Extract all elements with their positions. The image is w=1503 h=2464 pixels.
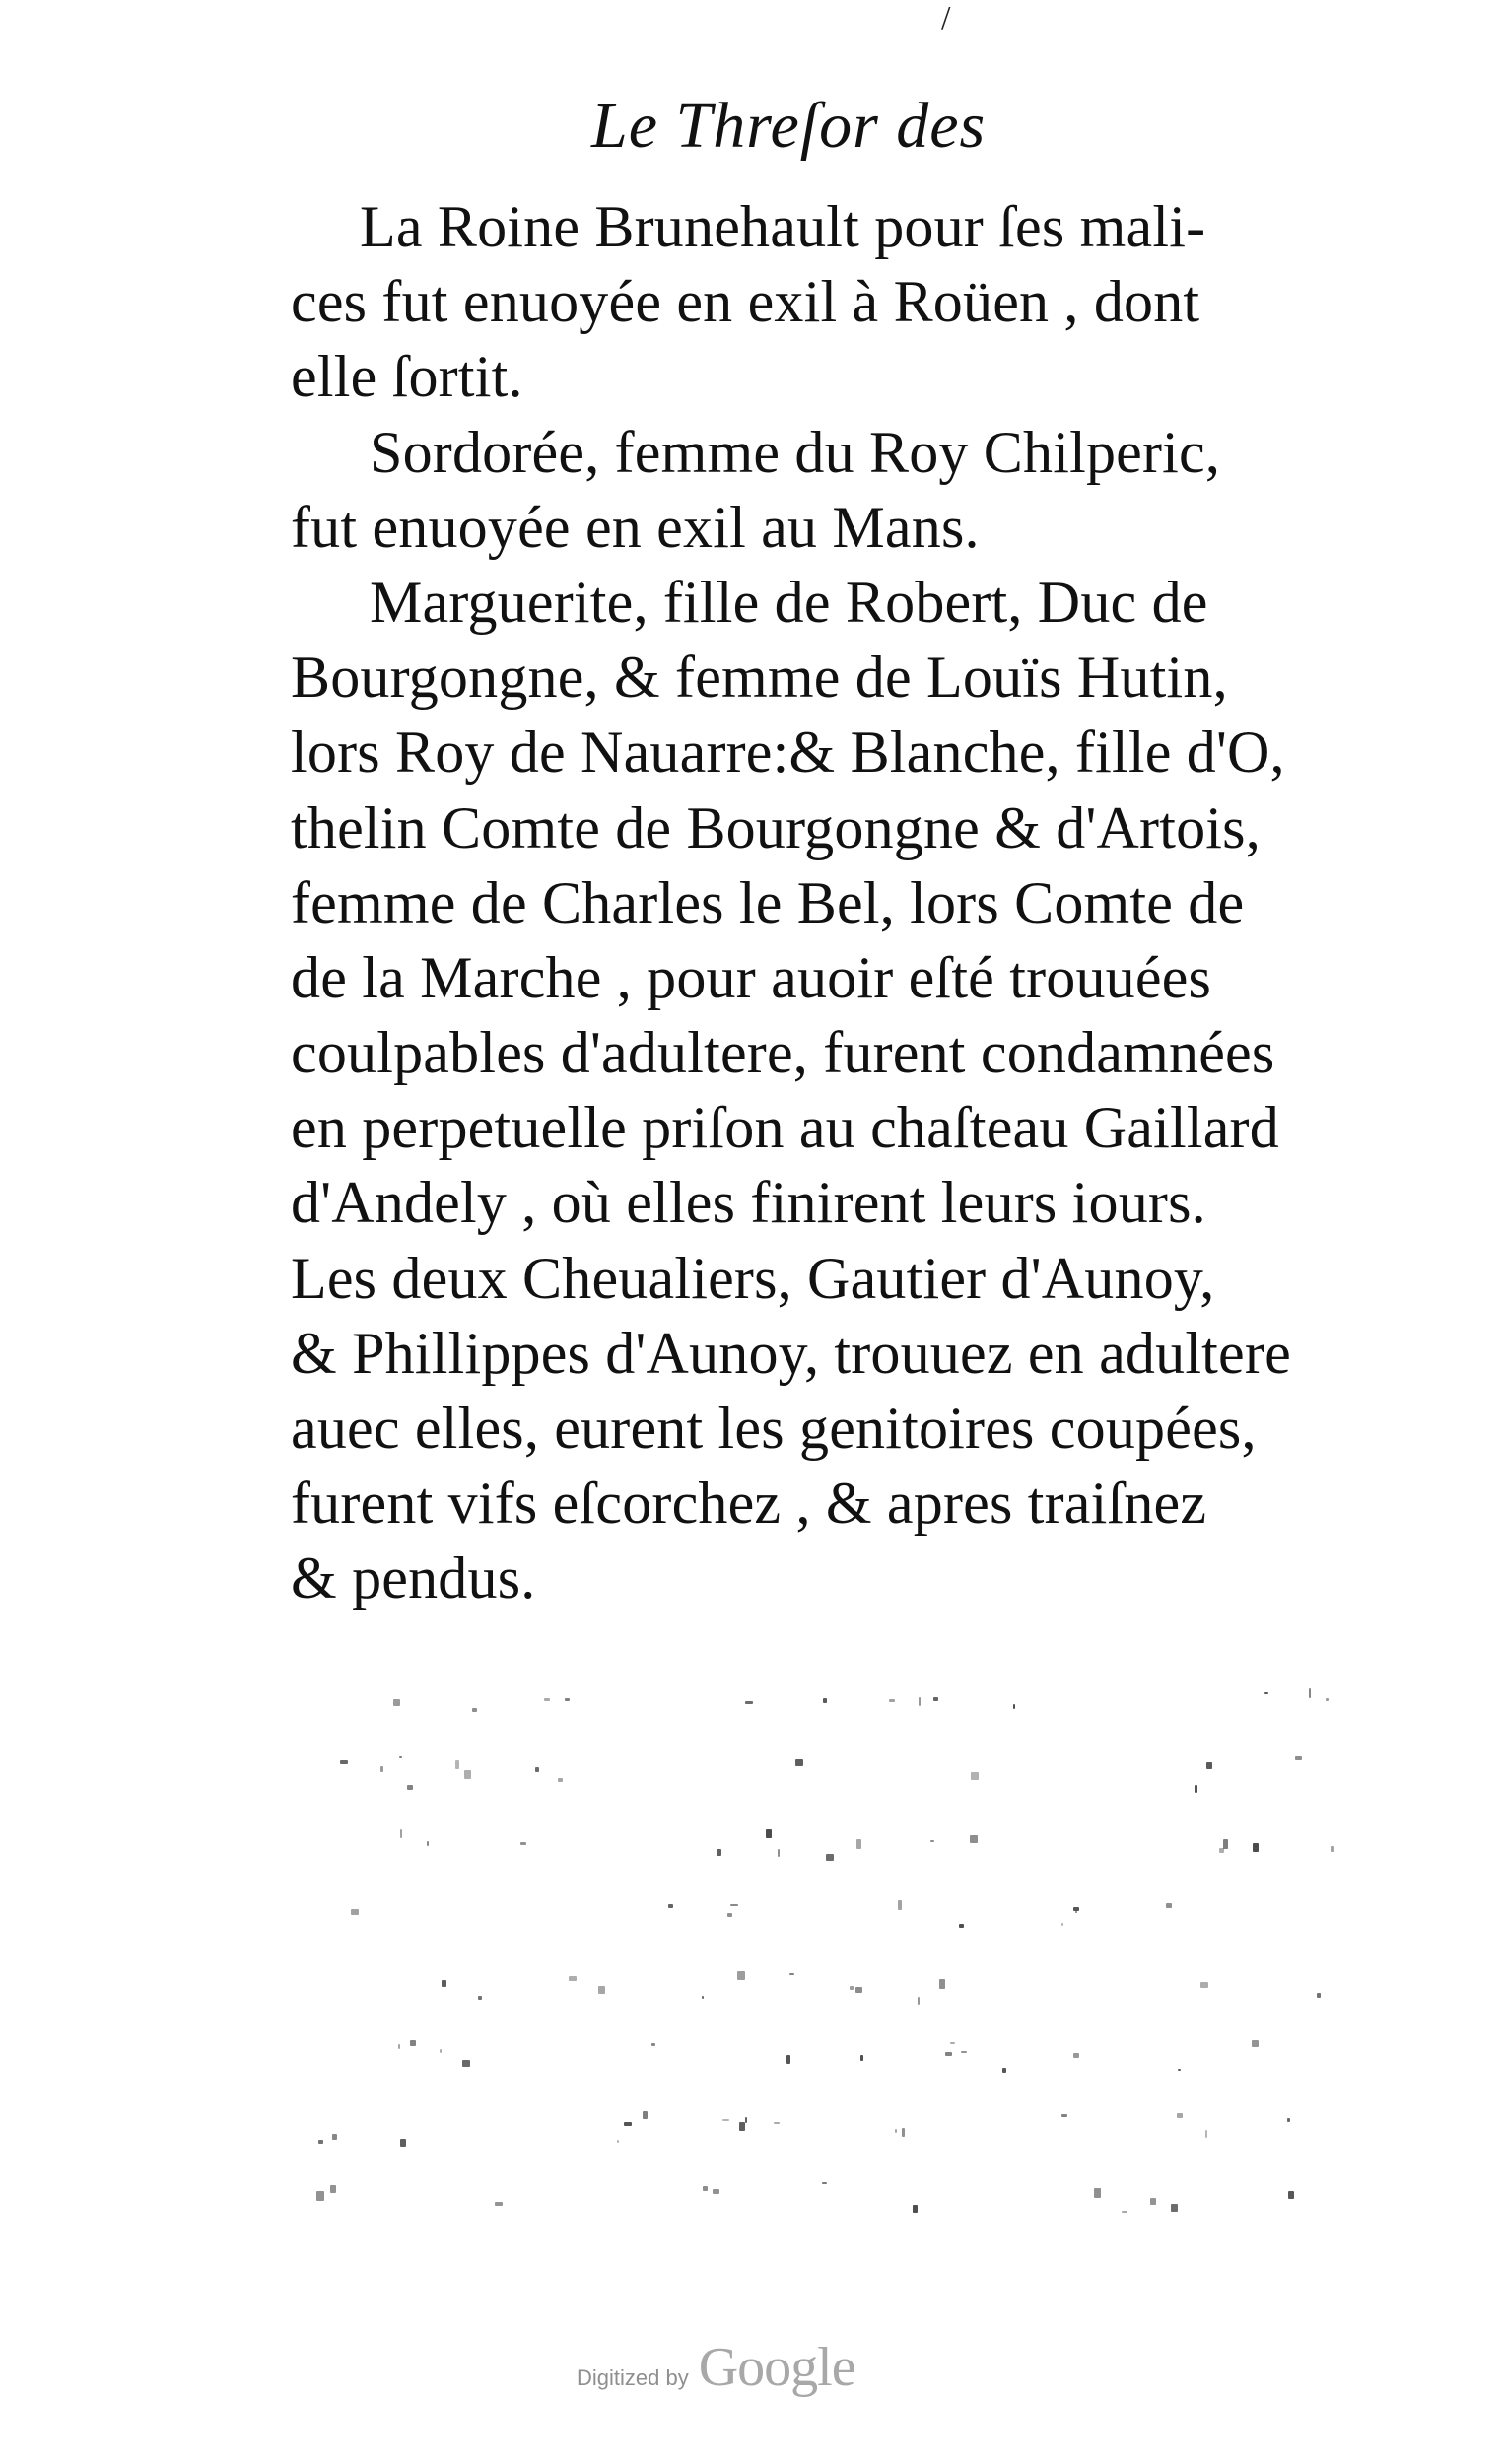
text-line: Marguerite, fille de Robert, Duc de bbox=[370, 569, 1208, 635]
scan-speck bbox=[398, 2044, 400, 2049]
scan-speck bbox=[1075, 1911, 1077, 1913]
scan-speck bbox=[1219, 1848, 1224, 1853]
scan-speck bbox=[971, 1772, 979, 1780]
text-line: auec elles, eurent les genitoires coupées, bbox=[291, 1396, 1257, 1461]
scan-speck bbox=[939, 1979, 945, 1989]
scan-speck bbox=[1326, 1698, 1329, 1701]
scan-speck bbox=[898, 1900, 902, 1910]
scan-speck bbox=[478, 1996, 482, 2000]
scan-speck bbox=[789, 1973, 794, 1975]
scan-speck bbox=[643, 2111, 648, 2119]
scan-speck bbox=[316, 2191, 324, 2201]
scan-speck bbox=[332, 2134, 337, 2140]
scan-speck bbox=[520, 1842, 526, 1845]
text-line: Les deux Cheualiers, Gautier d'Aunoy, bbox=[291, 1245, 1215, 1311]
scan-speck bbox=[745, 2117, 747, 2123]
body-text bbox=[291, 189, 1385, 1616]
scan-speck bbox=[617, 2140, 619, 2143]
scan-speck bbox=[727, 1913, 732, 1917]
scan-speck bbox=[558, 1778, 563, 1782]
scan-speck bbox=[745, 1701, 753, 1704]
scan-speck bbox=[1166, 1903, 1172, 1908]
scan-speck bbox=[1073, 2053, 1079, 2058]
scan-speck bbox=[1150, 2198, 1156, 2205]
scan-speck bbox=[826, 1854, 834, 1861]
scan-speck bbox=[856, 1839, 861, 1849]
scan-speck bbox=[400, 2139, 406, 2147]
scan-speck bbox=[1206, 1762, 1212, 1769]
scan-speck bbox=[1177, 2113, 1183, 2118]
scan-speck bbox=[464, 1770, 471, 1779]
text-line: & Phillippes d'Aunoy, trouuez en adultere bbox=[291, 1320, 1291, 1386]
scan-speck bbox=[351, 1909, 359, 1915]
scan-speck bbox=[786, 2055, 790, 2064]
text-line: furent vifs eſcorchez , & apres traiſnez bbox=[291, 1471, 1207, 1537]
text-line: elle ſortit. bbox=[291, 344, 523, 410]
watermark-prefix: Digitized by bbox=[577, 2365, 689, 2390]
scan-speck bbox=[455, 1760, 459, 1769]
scan-speck bbox=[919, 1697, 921, 1706]
scan-speck bbox=[399, 1756, 402, 1758]
scan-speck bbox=[889, 1699, 895, 1702]
scan-speck bbox=[1195, 1785, 1197, 1793]
scan-speck bbox=[472, 1708, 477, 1712]
scan-speck bbox=[565, 1698, 570, 1701]
scan-speck bbox=[778, 1849, 780, 1857]
scan-speck bbox=[713, 2189, 719, 2194]
scan-speck bbox=[722, 2119, 729, 2121]
digitization-watermark bbox=[577, 2336, 855, 2399]
scan-speck bbox=[340, 1760, 348, 1764]
google-logo: Google bbox=[698, 2337, 855, 2398]
scan-speck bbox=[717, 1849, 721, 1856]
text-line: & pendus. bbox=[291, 1545, 536, 1611]
scan-speck bbox=[380, 1766, 383, 1772]
scan-speck bbox=[440, 2049, 442, 2053]
scan-speck bbox=[913, 2205, 918, 2213]
text-line: de la Marche , pour auoir eſté trouuées bbox=[291, 944, 1212, 1010]
scan-speck bbox=[1253, 1843, 1259, 1852]
scan-speck bbox=[850, 1986, 854, 1990]
scan-speck bbox=[823, 1698, 827, 1703]
scan-speck bbox=[1309, 1688, 1311, 1698]
scan-speck bbox=[766, 1829, 772, 1838]
text-line: coulpables d'adultere, furent condamnées bbox=[291, 1020, 1275, 1086]
scan-speck bbox=[730, 1904, 738, 1906]
text-line: lors Roy de Nauarre:& Blanche, fille d'O, bbox=[291, 719, 1285, 786]
scan-speck bbox=[1178, 2069, 1181, 2071]
scan-speck bbox=[959, 1924, 964, 1928]
scan-speck bbox=[822, 2182, 827, 2184]
scan-speck bbox=[702, 1996, 704, 1999]
scan-speck bbox=[1252, 2040, 1259, 2047]
scan-speck bbox=[544, 1698, 550, 1701]
scan-speck bbox=[1317, 1993, 1321, 1998]
scan-speck bbox=[1094, 2188, 1101, 2198]
scan-speck bbox=[651, 2043, 655, 2046]
scan-speck bbox=[462, 2060, 470, 2067]
scan-speck bbox=[1200, 1982, 1208, 1988]
scan-speck bbox=[860, 2055, 863, 2061]
scan-speck bbox=[739, 2122, 745, 2131]
scan-speck bbox=[895, 2129, 897, 2133]
text-line: Bourgongne, & femme de Louïs Hutin, bbox=[291, 645, 1228, 711]
scan-speck bbox=[1295, 1756, 1302, 1760]
scan-speck bbox=[795, 1759, 803, 1766]
scan-speck bbox=[318, 2140, 323, 2144]
text-line: ces fut enuoyée en exil à Roüen , dont bbox=[291, 269, 1200, 335]
text-line: fut enuoyée en exil au Mans. bbox=[291, 494, 980, 560]
running-head: Le Threſor des bbox=[591, 90, 987, 162]
scan-speck bbox=[945, 2052, 952, 2056]
scan-speck bbox=[427, 1841, 429, 1846]
scan-speck bbox=[950, 2042, 955, 2044]
scan-speck bbox=[737, 1971, 745, 1980]
scan-speck bbox=[855, 1987, 862, 1993]
scan-speck bbox=[535, 1767, 539, 1772]
scan-speck bbox=[1288, 2191, 1294, 2199]
scan-speck bbox=[668, 1904, 673, 1908]
scan-speck bbox=[598, 1986, 605, 1994]
scan-speck bbox=[1013, 1704, 1015, 1709]
scan-speck bbox=[902, 2128, 905, 2137]
scan-speck bbox=[495, 2202, 503, 2206]
scan-speck bbox=[961, 2051, 967, 2053]
scan-speck bbox=[1287, 2118, 1290, 2122]
scan-speck bbox=[624, 2122, 632, 2126]
scan-mark-top: / bbox=[941, 0, 951, 36]
scan-speck bbox=[330, 2185, 336, 2193]
scan-speck bbox=[407, 1785, 413, 1790]
text-line: femme de Charles le Bel, lors Comte de bbox=[291, 869, 1245, 935]
scan-speck bbox=[410, 2040, 416, 2046]
scan-speck bbox=[569, 1976, 577, 1981]
scan-speck bbox=[930, 1840, 934, 1842]
scan-speck bbox=[970, 1835, 978, 1843]
scan-speck bbox=[393, 1699, 400, 1706]
scan-speck bbox=[933, 1697, 938, 1701]
text-line: Sordorée, femme du Roy Chilperic, bbox=[370, 419, 1221, 485]
text-line: thelin Comte de Bourgongne & d'Artois, bbox=[291, 794, 1261, 860]
show-through-specks bbox=[315, 1676, 1380, 2287]
scan-speck bbox=[1002, 2068, 1006, 2073]
scan-speck bbox=[1061, 1923, 1063, 1926]
scan-speck bbox=[1171, 2204, 1178, 2212]
scan-speck bbox=[1331, 1846, 1334, 1852]
scan-speck bbox=[918, 1997, 920, 2005]
scan-speck bbox=[774, 2122, 780, 2124]
text-line: La Roine Brunehault pour ſes mali- bbox=[360, 194, 1206, 259]
scan-speck bbox=[400, 1829, 402, 1838]
text-line: en perpetuelle priſon au chaſteau Gaillard bbox=[291, 1095, 1279, 1161]
scan-speck bbox=[1205, 2130, 1207, 2138]
scan-speck bbox=[703, 2186, 708, 2191]
scan-speck bbox=[1122, 2211, 1127, 2213]
scan-speck bbox=[442, 1980, 446, 1987]
text-line: d'Andely , où elles finirent leurs iours. bbox=[291, 1170, 1206, 1236]
scan-speck bbox=[1264, 1692, 1268, 1694]
scan-speck bbox=[1061, 2114, 1067, 2117]
